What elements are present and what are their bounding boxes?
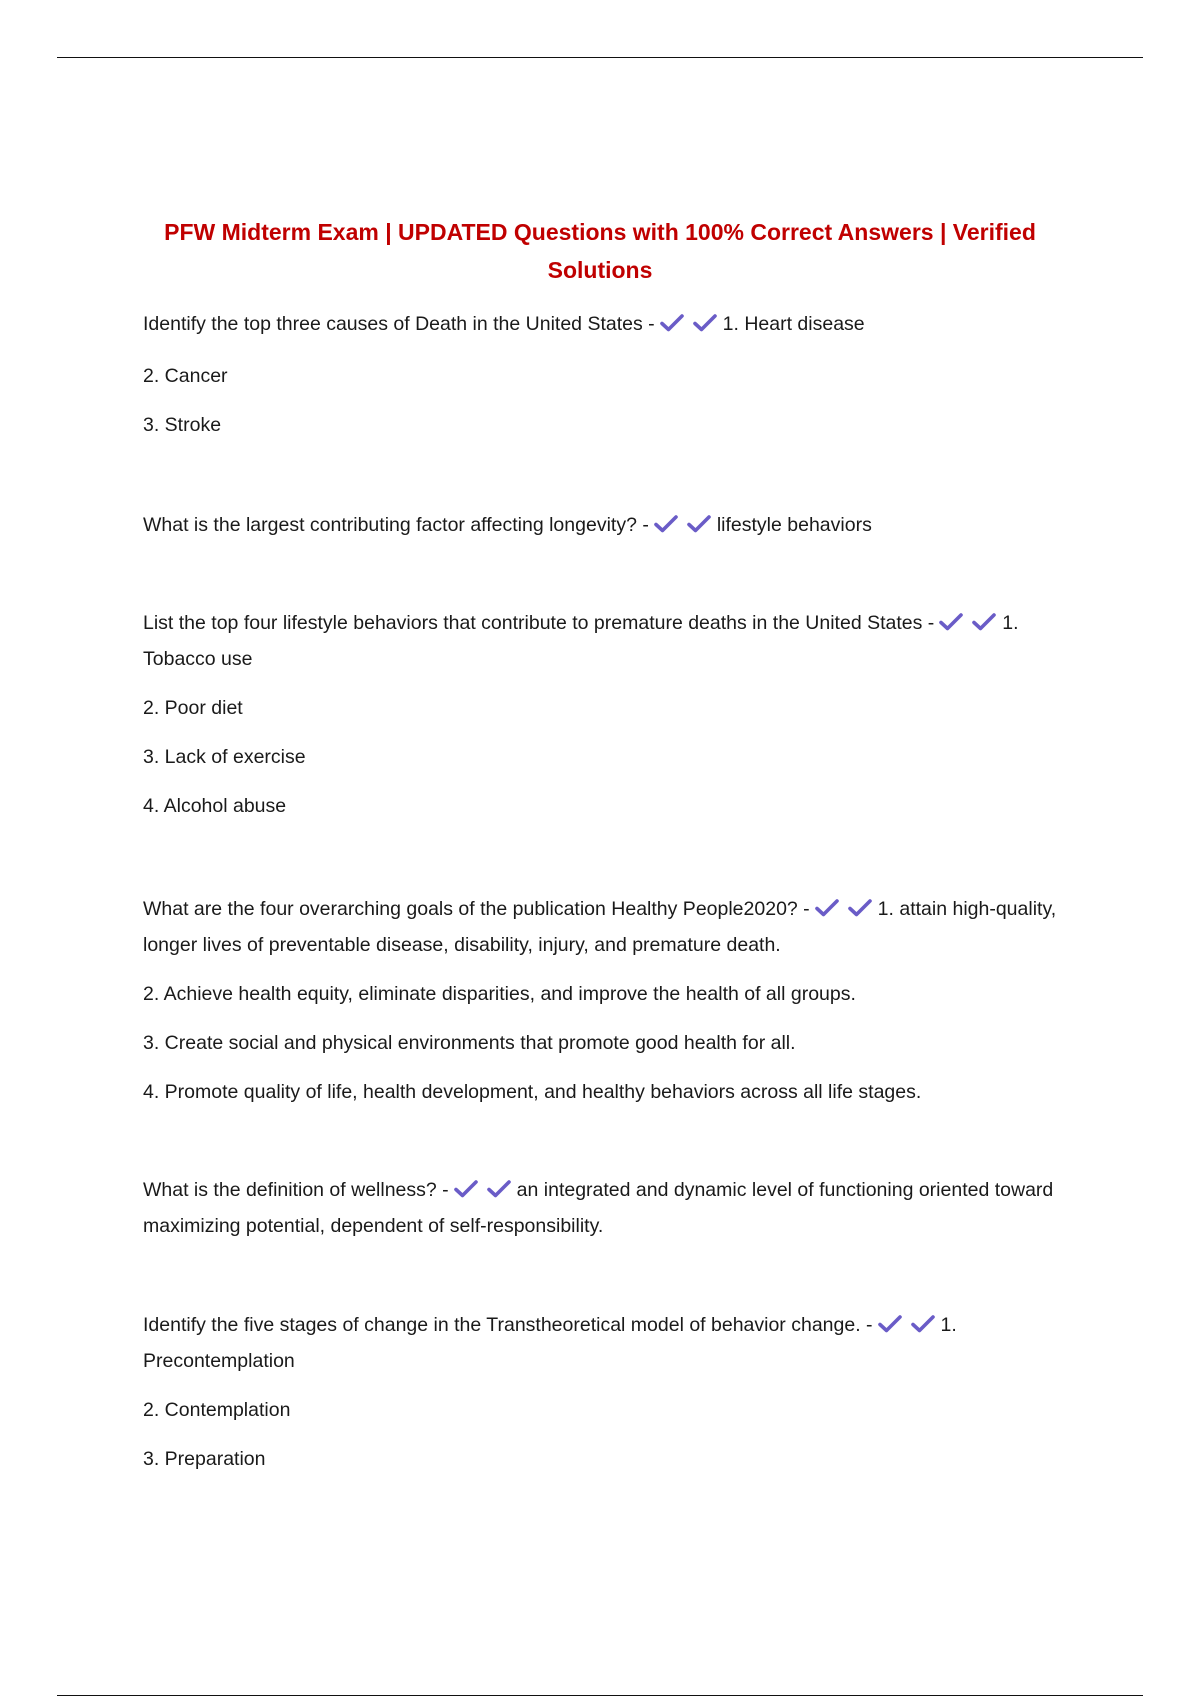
qa-question-line (143, 1174, 1063, 1243)
answer-checks (453, 1177, 512, 1210)
check-mark-icon (686, 514, 712, 534)
answer-list-item: 2. Achieve health equity, eliminate disparities, and improve the health of all groups. (143, 983, 856, 1005)
answer-text: 1. Precontemplation (143, 1314, 957, 1372)
question-text: List the top four lifestyle behaviors that contribute to premature deaths in the United States - (143, 612, 935, 634)
answer-checks (877, 1312, 936, 1345)
answer-list-item: 4. Alcohol abuse (143, 795, 287, 817)
document-title: PFW Midterm Exam | UPDATED Questions with 100% Correct Answers | Verified Solutions (164, 219, 1036, 283)
qa-block-5 (143, 1174, 1063, 1243)
check-mark-icon (877, 1314, 903, 1334)
check-mark-icon (814, 898, 840, 918)
qa-question-line (143, 893, 1063, 962)
footer-rule (57, 1695, 1143, 1696)
qa-block-6 (143, 1309, 1063, 1476)
question-text: Identify the five stages of change in the Transtheoretical model of behavior change. - (143, 1314, 873, 1336)
qa-block-2 (143, 509, 1063, 545)
answer-text: an integrated and dynamic level of functioning oriented toward maximizing potential, dependent of self-responsibility. (143, 1179, 1054, 1237)
question-text: What is the definition of wellness? - (143, 1179, 449, 1201)
answer-list-item: 4. Promote quality of life, health development, and healthy behaviors across all life stages. (143, 1081, 922, 1103)
check-mark-icon (653, 514, 679, 534)
check-mark-icon (971, 612, 997, 632)
check-mark-icon (847, 898, 873, 918)
answer-list-item: 2. Contemplation (143, 1399, 291, 1421)
answer-text: 1. attain high-quality, longer lives of preventable disease, disability, injury, and premature death. (143, 898, 1057, 956)
answer-list-item: 3. Preparation (143, 1448, 266, 1470)
check-mark-icon (692, 313, 718, 333)
check-mark-icon (486, 1179, 512, 1199)
check-mark-icon (938, 612, 964, 632)
qa-question-line (143, 1309, 1063, 1378)
check-mark-icon (910, 1314, 936, 1334)
answer-text: 1. Tobacco use (143, 612, 1019, 670)
question-text: What are the four overarching goals of the publication Healthy People2020? - (143, 898, 810, 920)
qa-block-1 (143, 308, 1063, 442)
qa-question-line (143, 308, 1063, 344)
answer-text: 1. Heart disease (722, 313, 865, 335)
answer-checks (814, 896, 873, 929)
answer-list-item: 3. Create social and physical environments that promote good health for all. (143, 1032, 796, 1054)
check-mark-icon (659, 313, 685, 333)
question-text: What is the largest contributing factor affecting longevity? - (143, 514, 649, 536)
qa-block-3 (143, 607, 1063, 823)
qa-block-4 (143, 893, 1063, 1109)
qa-question-line (143, 509, 1063, 545)
answer-checks (938, 610, 997, 643)
qa-question-line (143, 607, 1063, 676)
answer-list-item: 3. Lack of exercise (143, 746, 306, 768)
header-rule (57, 57, 1143, 58)
answer-checks (653, 512, 712, 545)
answer-checks (659, 311, 718, 344)
answer-list-item: 3. Stroke (143, 414, 222, 436)
answer-list-item: 2. Cancer (143, 365, 228, 387)
question-text: Identify the top three causes of Death in the United States - (143, 313, 655, 335)
check-mark-icon (453, 1179, 479, 1199)
answer-text: lifestyle behaviors (716, 514, 872, 536)
answer-list-item: 2. Poor diet (143, 697, 243, 719)
